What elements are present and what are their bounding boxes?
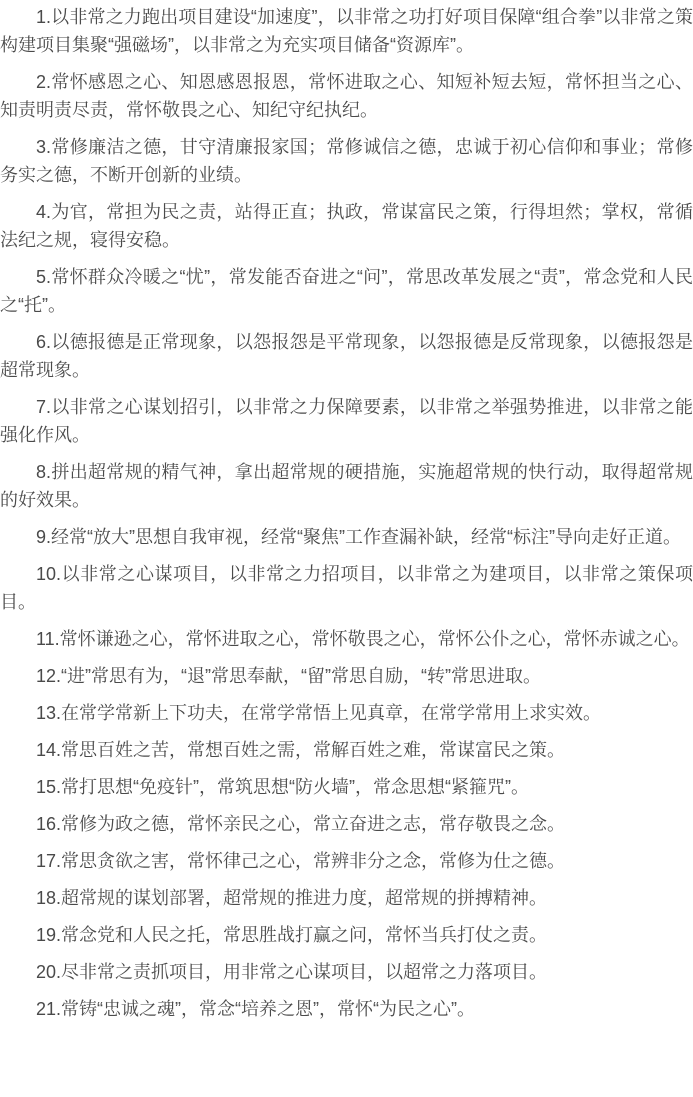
paragraph-3: 3.常修廉洁之德，甘守清廉报家国；常修诚信之德，忠诚于初心信仰和事业；常修务实之德，不断开创新的业绩。: [0, 137, 693, 185]
paragraph-9: 9.经常“放大”思想自我审视，经常“聚焦”工作查漏补缺，经常“标注”导向走好正道。: [36, 527, 681, 547]
paragraph-15: 15.常打思想“免疫针”，常筑思想“防火墙”，常念思想“紧箍咒”。: [36, 777, 529, 797]
paragraph-2: 2.常怀感恩之心、知恩感恩报恩，常怀进取之心、知短补短去短，常怀担当之心、知责明责尽责，常怀敬畏之心、知纪守纪执纪。: [0, 72, 693, 120]
paragraph-8: 8.拼出超常规的精气神，拿出超常规的硬措施，实施超常规的快行动，取得超常规的好效果。: [0, 462, 693, 510]
paragraph-16: 16.常修为政之德，常怀亲民之心，常立奋进之志，常存敬畏之念。: [36, 814, 566, 834]
paragraph-17: 17.常思贪欲之害，常怀律己之心，常辨非分之念，常修为仕之德。: [36, 851, 566, 871]
paragraph-21: 21.常铸“忠诚之魂”，常念“培养之恩”，常怀“为民之心”。: [36, 999, 475, 1019]
paragraph-4: 4.为官，常担为民之责，站得正直；执政，常谋富民之策，行得坦然；掌权，常循法纪之规，寝得安稳。: [0, 202, 693, 250]
paragraph-20: 20.尽非常之责抓项目，用非常之心谋项目，以超常之力落项目。: [36, 962, 548, 982]
paragraph-13: 13.在常学常新上下功夫，在常学常悟上见真章，在常学常用上求实效。: [36, 703, 602, 723]
paragraph-7: 7.以非常之心谋划招引，以非常之力保障要素，以非常之举强势推进，以非常之能强化作风。: [0, 397, 693, 445]
paragraph-12: 12.“进”常思有为，“退”常思奉献，“留”常思自励，“转”常思进取。: [36, 666, 541, 686]
paragraph-10: 10.以非常之心谋项目，以非常之力招项目，以非常之为建项目，以非常之策保项目。: [0, 564, 693, 612]
paragraph-1: 1.以非常之力跑出项目建设“加速度”，以非常之功打好项目保障“组合拳”以非常之策构建项目集聚“强磁场”，以非常之为充实项目储备“资源库”。: [0, 7, 693, 55]
paragraph-5: 5.常怀群众冷暖之“忧”，常发能否奋进之“问”，常思改革发展之“责”，常念党和人民之“托”。: [0, 267, 693, 315]
paragraph-19: 19.常念党和人民之托，常思胜战打赢之问，常怀当兵打仗之责。: [36, 925, 548, 945]
paragraph-11: 11.常怀谦逊之心，常怀进取之心，常怀敬畏之心，常怀公仆之心，常怀赤诚之心。: [36, 629, 690, 649]
paragraph-14: 14.常思百姓之苦，常想百姓之需，常解百姓之难，常谋富民之策。: [36, 740, 566, 760]
paragraph-6: 6.以德报德是正常现象，以怨报怨是平常现象，以怨报德是反常现象，以德报怨是超常现象。: [0, 332, 693, 380]
paragraph-18: 18.超常规的谋划部署，超常规的推进力度，超常规的拼搏精神。: [36, 888, 548, 908]
